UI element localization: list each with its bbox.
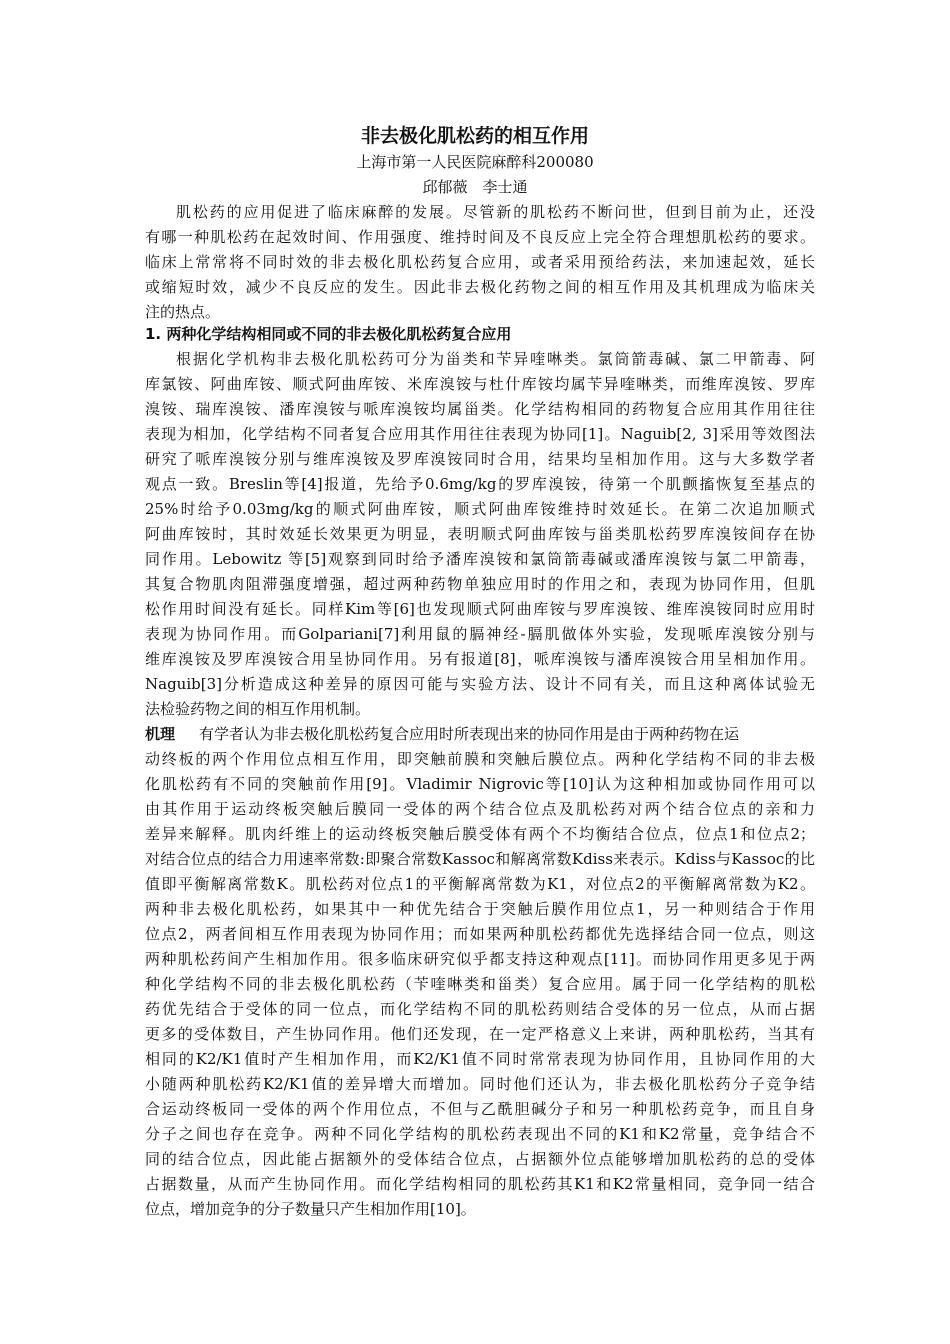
mechanism-line: 合运动终板同一受体的两个作用位点，不但与乙酰胆碱分子和另一种肌松药竞争，而且自身 bbox=[145, 1100, 815, 1118]
mechanism-line: 值即平衡解离常数K。肌松药对位点1的平衡解离常数为K1，对位点2的平衡解离常数为K2。 bbox=[145, 875, 815, 893]
intro-line: 有哪一种肌松药在起效时间、作用强度、维持时间及不良反应上完全符合理想肌松药的要求。 bbox=[145, 228, 815, 246]
mechanism-line: 相同的K2/K1值时产生相加作用，而K2/K1值不同时常常表现为协同作用，且协同作用的大 bbox=[145, 1050, 815, 1068]
mechanism-line: 由其作用于运动终板突触后膜同一受体的两个结合位点及肌松药对两个结合位点的亲和力 bbox=[145, 800, 815, 818]
intro-line: 注的热点。 bbox=[145, 303, 221, 321]
intro-line: 或缩短时效，减少不良反应的发生。因此非去极化药物之间的相互作用及其机理成为临床关 bbox=[145, 278, 815, 296]
section1-line: 观点一致。Breslin等[4]报道，先给予0.6mg/kg的罗库溴铵，待第一个肌颤搐恢复至基点的 bbox=[145, 475, 815, 493]
page-title: 非去极化肌松药的相互作用 bbox=[360, 125, 589, 147]
mechanism-line: 两种非去极化肌松药，如果其中一种优先结合于突触后膜作用位点1，另一种则结合于作用 bbox=[145, 900, 815, 918]
authors: 邱郁薇 李士通 bbox=[422, 178, 528, 196]
intro-line: 肌松药的应用促进了临床麻醉的发展。尽管新的肌松药不断问世，但到目前为止，还没 bbox=[176, 203, 815, 221]
mechanism-line: 小随两种肌松药K2/K1值的差异增大而增加。同时他们还认为，非去极化肌松药分子竞争结 bbox=[145, 1075, 815, 1093]
mechanism-line: 占据数量，从而产生协同作用。而化学结构相同的肌松药其K1和K2常量相同，竞争同一结合 bbox=[145, 1175, 815, 1193]
mechanism-line: 位点，增加竞争的分子数量只产生相加作用[10]。 bbox=[145, 1200, 476, 1218]
section1-line: 法检验药物之间的相互作用机制。 bbox=[145, 700, 371, 718]
section1-line: 库氯铵、阿曲库铵、顺式阿曲库铵、米库溴铵与杜什库铵均属苄异喹啉类，而维库溴铵、罗库 bbox=[145, 375, 815, 393]
mechanism-line: 动终板的两个作用位点相互作用，即突触前膜和突触后膜位点。两种化学结构不同的非去极 bbox=[145, 750, 815, 768]
mechanism-label: 机理 bbox=[145, 725, 176, 743]
mechanism-line: 位点2，两者间相互作用表现为协同作用；而如果两种肌松药都优先选择结合同一位点，则这 bbox=[145, 925, 815, 943]
section1-line: 维库溴铵及罗库溴铵合用呈协同作用。另有报道[8]，哌库溴铵与潘库溴铵合用呈相加作用。 bbox=[145, 650, 815, 668]
mechanism-line: 化肌松药有不同的突触前作用[9]。Vladimir Nigrovic等[10]认为这种相加或协同作用可以 bbox=[145, 775, 815, 793]
mechanism-line: 同的结合位点，因此能占据额外的受体结合位点，占据额外位点能够增加肌松药的总的受体 bbox=[145, 1150, 815, 1168]
section-heading: 1. 两种化学结构相同或不同的非去极化肌松药复合应用 bbox=[145, 325, 512, 343]
section1-line: 同作用。Lebowitz 等[5]观察到同时给予潘库溴铵和氯筒箭毒碱或潘库溴铵与氯二甲箭毒， bbox=[145, 550, 815, 568]
mechanism-line: 更多的受体数目，产生协同作用。他们还发现，在一定严格意义上来讲，两种肌松药，当其有 bbox=[145, 1025, 815, 1043]
section1-line: 表现为协同作用。而Golpariani[7]利用鼠的膈神经-膈肌做体外实验，发现哌库溴铵分别与 bbox=[145, 625, 815, 643]
mechanism-line: 对结合位点的结合力用速率常数:即聚合常数Kassoc和解离常数Kdiss来表示。Kdiss与Kassoc的比 bbox=[145, 850, 815, 868]
mechanism-line: 药优先结合于受体的同一位点，而化学结构不同的肌松药则结合受体的另一位点，从而占据 bbox=[145, 1000, 815, 1018]
mechanism-line: 种化学结构不同的非去极化肌松药（苄喹啉类和甾类）复合应用。属于同一化学结构的肌松 bbox=[145, 975, 815, 993]
section1-line: 25%时给予0.03mg/kg的顺式阿曲库铵，顺式阿曲库铵维持时效延长。在第二次追加顺式 bbox=[145, 500, 815, 518]
section1-line: 根据化学机构非去极化肌松药可分为甾类和苄异喹啉类。氯筒箭毒碱、氯二甲箭毒、阿 bbox=[176, 350, 815, 368]
section1-line: 松作用时间没有延长。同样Kim等[6]也发现顺式阿曲库铵与罗库溴铵、维库溴铵同时应用时 bbox=[145, 600, 815, 618]
mechanism-first-line bbox=[145, 724, 815, 744]
section1-line: Naguib[3]分析造成这种差异的原因可能与实验方法、设计不同有关，而且这种离体试验无 bbox=[145, 675, 815, 693]
mechanism-line: 分子之间也存在竞争。两种不同化学结构的肌松药表现出不同的K1和K2常量，竞争结合不 bbox=[145, 1125, 815, 1143]
mechanism-line: 两种肌松药间产生相加作用。很多临床研究似乎都支持这种观点[11]。而协同作用更多见于两 bbox=[145, 950, 815, 968]
section1-line: 其复合物肌肉阻滞强度增强，超过两种药物单独应用时的作用之和，表现为协同作用，但肌 bbox=[145, 575, 815, 593]
section1-line: 溴铵、瑞库溴铵、潘库溴铵与哌库溴铵均属甾类。化学结构相同的药物复合应用其作用往往 bbox=[145, 400, 815, 418]
section1-line: 研究了哌库溴铵分别与维库溴铵及罗库溴铵同时合用，结果均呈相加作用。这与大多数学者 bbox=[145, 450, 815, 468]
section1-line: 表现为相加，化学结构不同者复合应用其作用往往表现为协同[1]。Naguib[2, 3]采用等效图法 bbox=[145, 425, 815, 443]
intro-line: 临床上常常将不同时效的非去极化肌松药复合应用，或者采用预给药法，来加速起效，延长 bbox=[145, 253, 815, 271]
mechanism-first-text: 有学者认为非去极化肌松药复合应用时所表现出来的协同作用是由于两种药物在运 bbox=[199, 725, 740, 743]
mechanism-line: 差异来解释。肌肉纤维上的运动终板突触后膜受体有两个不均衡结合位点，位点1和位点2； bbox=[145, 825, 815, 843]
affiliation: 上海市第一人民医院麻醉科200080 bbox=[356, 153, 594, 171]
section1-line: 阿曲库铵时，其时效延长效果更为明显，表明顺式阿曲库铵与甾类肌松药罗库溴铵间存在协 bbox=[145, 525, 815, 543]
